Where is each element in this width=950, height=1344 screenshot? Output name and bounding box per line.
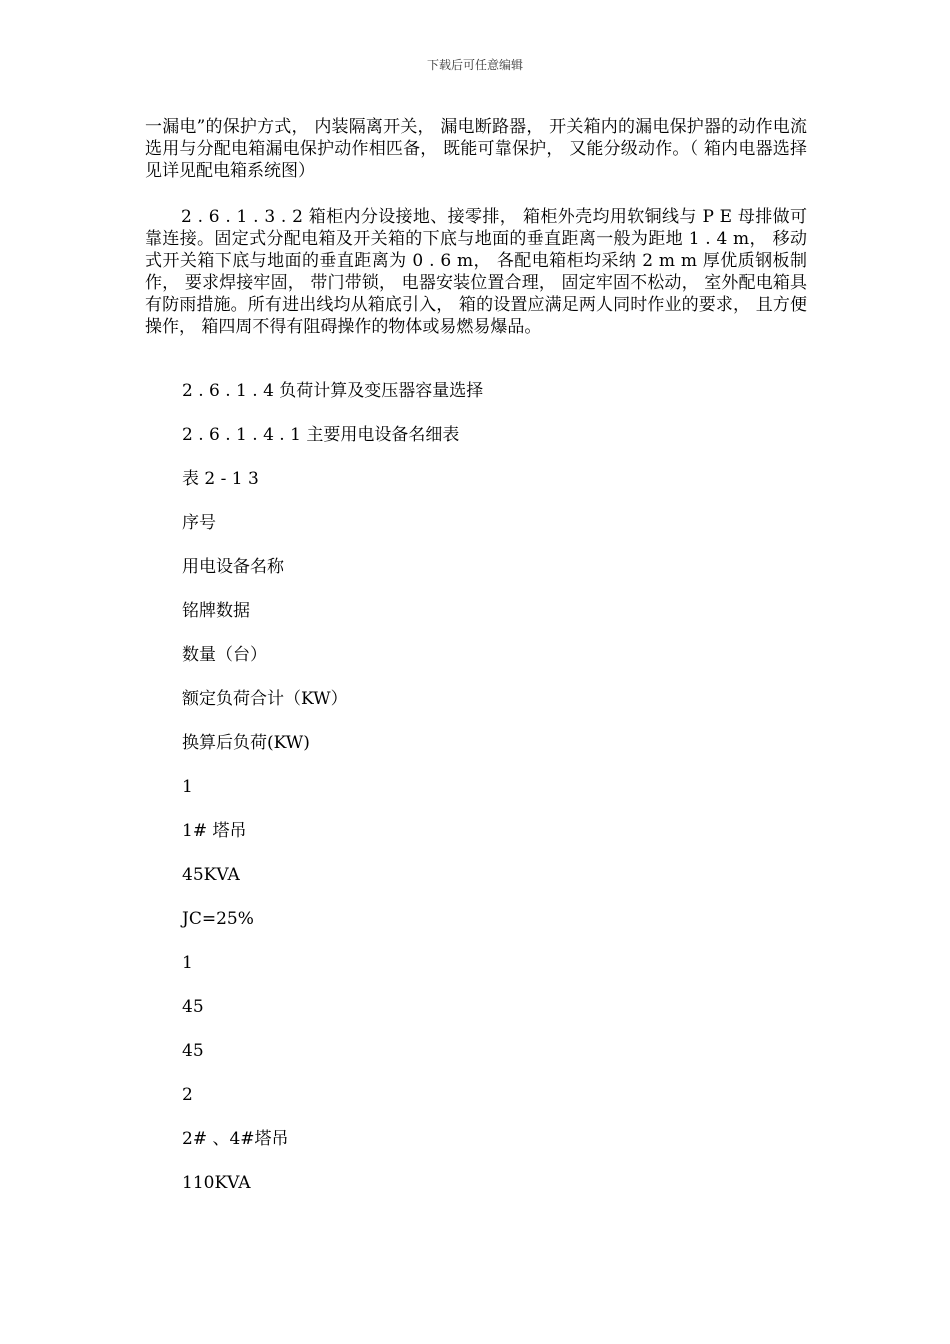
column-header-converted-load: 换算后负荷(KW)	[182, 733, 310, 753]
table-cell: 1	[182, 953, 193, 973]
table-cell: JC=25%	[182, 909, 254, 929]
column-header-index: 序号	[182, 513, 216, 533]
table-cell: 2	[182, 1085, 193, 1105]
table-cell: 2# 、4#塔吊	[182, 1129, 289, 1149]
column-header-quantity: 数量（台）	[182, 645, 267, 665]
column-header-equipment-name: 用电设备名称	[182, 557, 284, 577]
table-caption: 表 2 - 1 3	[182, 469, 259, 489]
paragraph-text: 2 . 6 . 1 . 3 . 2 箱柜内分设接地、接零排， 箱柜外壳均用软铜线与 P E 母排做可靠连接。固定式分配电箱及开关箱的下底与地面的垂直距离一般为距地 1 . 4 m， 移动式开关箱下底与地面的垂直距离为 0 . 6 m， 各配电箱柜均采纳 2 m m 厚优质钢板制作， 要求焊接牢固， 带门带锁， 电器安装位置合理， 固定牢固不松动， 室外配电箱具有防雨措施。所有进出线均从箱底引入， 箱的设置应满足两人同时作业的要求， 且方便操作， 箱四周不得有阻碍操作的物体或易燃易爆品。	[145, 207, 807, 337]
page-header: 下载后可任意编辑	[426, 58, 523, 72]
table-cell: 1# 塔吊	[182, 821, 247, 841]
column-header-rated-load: 额定负荷合计（KW）	[182, 689, 348, 709]
section-heading-equipment-list: 2 . 6 . 1 . 4 . 1 主要用电设备名细表	[182, 425, 460, 445]
paragraph-protection	[145, 116, 807, 182]
section-heading-load-calc: 2 . 6 . 1 . 4 负荷计算及变压器容量选择	[182, 381, 484, 401]
table-cell: 45	[182, 1041, 204, 1061]
table-cell: 1	[182, 777, 193, 797]
paragraph-cabinet	[145, 206, 807, 338]
column-header-nameplate: 铭牌数据	[182, 601, 250, 621]
table-cell: 45KVA	[182, 865, 240, 885]
paragraph-text: 一漏电”的保护方式， 内装隔离开关， 漏电断路器， 开关箱内的漏电保护器的动作电流选用与分配电箱漏电保护动作相匹备， 既能可靠保护， 又能分级动作。（ 箱内电器选择见详见配电箱系统图）	[145, 117, 807, 181]
table-cell: 45	[182, 997, 204, 1017]
table-cell: 110KVA	[182, 1173, 251, 1193]
